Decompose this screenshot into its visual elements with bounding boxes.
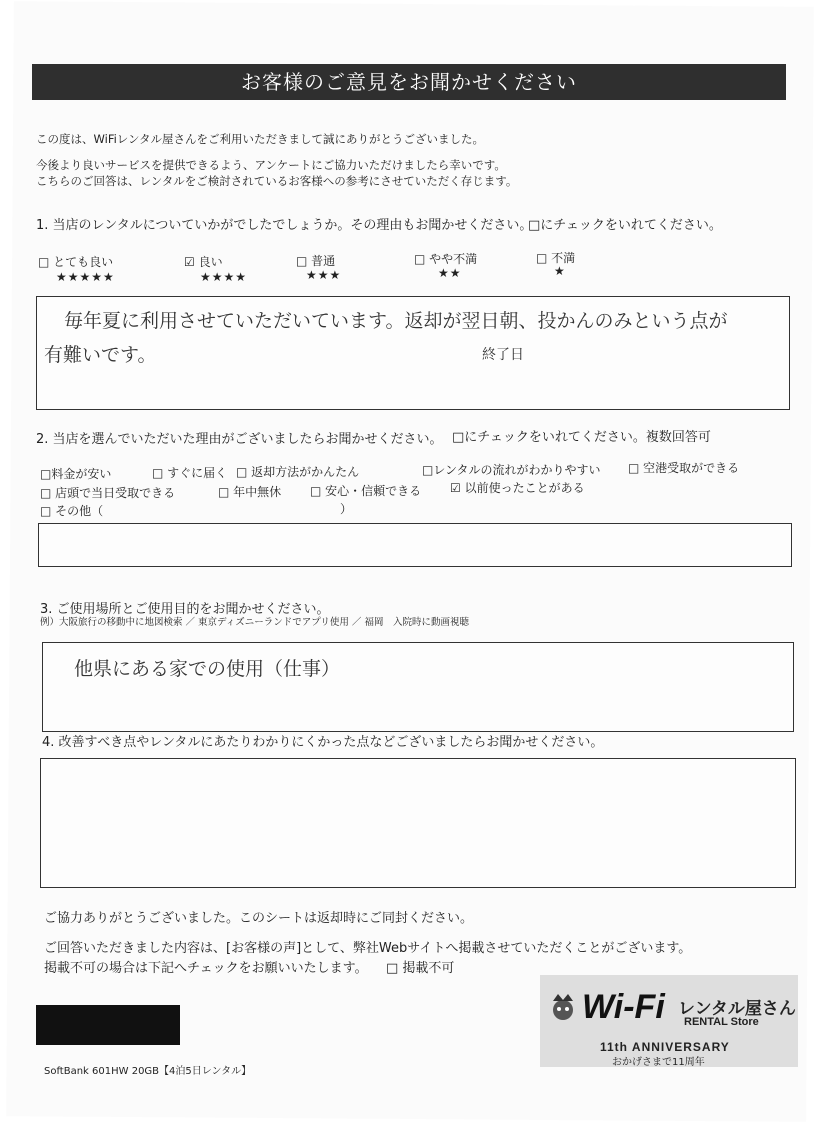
- q1-stars-2: ★★: [438, 266, 462, 280]
- q2-option-open-all-year[interactable]: □ 年中無休: [218, 485, 282, 499]
- device-info: SoftBank 601HW 20GB【4泊5日レンタル】: [44, 1066, 252, 1077]
- footer-thanks: ご協力ありがとうございました。このシートは返却時にご同封ください。: [44, 911, 474, 926]
- q4-answer-box[interactable]: [40, 758, 796, 888]
- logo-anniversary-jp: おかげさまで11周年: [612, 1057, 705, 1068]
- page-title: お客様のご意見をお聞かせください: [32, 64, 786, 100]
- q1-handwritten-line-1: 毎年夏に利用させていただいています。返却が翌日朝、投かんのみという点が: [64, 310, 728, 332]
- q3-example: 例）大阪旅行の移動中に地図検索 ／ 東京ディズニーランドでアプリ使用 ／ 福岡 入院時に動画視聴: [40, 617, 469, 628]
- q1-option-somewhat-dissatisfied[interactable]: □ やや不満: [414, 252, 478, 266]
- q2-question: 2. 当店を選んでいただいた理由がございましたらお聞かせください。: [36, 432, 443, 447]
- q1-option-very-good[interactable]: □ とても良い: [38, 255, 114, 269]
- mascot-icon: [548, 992, 578, 1022]
- q2-option-trustworthy[interactable]: □ 安心・信頼できる: [310, 484, 422, 498]
- q2-option-easy-return[interactable]: □ 返却方法がかんたん: [236, 465, 360, 479]
- intro-line-2: 今後より良いサービスを提供できるよう、アンケートにご協力いただけましたら幸いです。: [36, 158, 506, 172]
- logo-wifi-text: Wi-Fi: [582, 988, 665, 1026]
- q1-option-good[interactable]: ☑ 良い: [184, 255, 223, 269]
- q2-option-other-close: ）: [340, 502, 353, 516]
- footer-notice-2: 掲載不可の場合は下記へチェックをお願いいたします。: [44, 961, 368, 976]
- no-publish-checkbox[interactable]: □ 掲載不可: [386, 961, 455, 976]
- q2-option-same-day-store[interactable]: □ 店頭で当日受取できる: [40, 486, 176, 500]
- redacted-block: [36, 1005, 180, 1045]
- q2-answer-box[interactable]: [38, 523, 792, 567]
- q1-instruction: □にチェックをいれてください。: [528, 218, 722, 233]
- q1-stars-4: ★★★★: [200, 270, 248, 284]
- intro-line-1: この度は、WiFiレンタル屋さんをご利用いただきまして誠にありがとうございました。: [36, 132, 485, 146]
- q1-stars-5: ★★★★★: [56, 270, 115, 284]
- q1-option-normal[interactable]: □ 普通: [296, 254, 336, 268]
- q2-option-other[interactable]: □ その他（: [40, 504, 104, 518]
- q4-question: 4. 改善すべき点やレンタルにあたりわかりにくかった点などございましたらお聞かせください。: [42, 735, 604, 750]
- q2-option-easy-flow[interactable]: □レンタルの流れがわかりやすい: [422, 463, 601, 477]
- q1-stars-1: ★: [554, 264, 566, 278]
- logo-english-name: RENTAL Store: [684, 1016, 759, 1028]
- q2-option-cheap[interactable]: □料金が安い: [40, 467, 112, 481]
- logo-anniversary: 11th ANNIVERSARY: [600, 1040, 730, 1054]
- q2-instruction: □にチェックをいれてください。複数回答可: [452, 430, 711, 445]
- q1-question: 1. 当店のレンタルについていかがでしたでしょうか。その理由もお聞かせください。: [36, 218, 533, 233]
- q3-handwritten-answer: 他県にある家での使用（仕事）: [74, 658, 341, 680]
- q2-option-airport-pickup[interactable]: □ 空港受取ができる: [628, 461, 740, 475]
- q2-option-used-before[interactable]: ☑ 以前使ったことがある: [450, 481, 585, 495]
- logo-japanese-name: レンタル屋さん: [678, 999, 796, 1019]
- q2-option-fast-delivery[interactable]: □ すぐに届く: [152, 466, 228, 480]
- q1-handwritten-note: 終了日: [482, 347, 524, 363]
- q3-question: 3. ご使用場所とご使用目的をお聞かせください。: [40, 602, 330, 617]
- intro-line-3: こちらのご回答は、レンタルをご検討されているお客様への参考にさせていただく存じます。: [36, 174, 518, 188]
- q1-stars-3: ★★★: [306, 268, 342, 282]
- q1-handwritten-line-2: 有難いです。: [44, 344, 157, 366]
- q1-option-dissatisfied[interactable]: □ 不満: [536, 251, 576, 265]
- footer-notice-1: ご回答いただきました内容は、[お客様の声]として、弊社Webサイトへ掲載させていただくことがございます。: [44, 941, 692, 956]
